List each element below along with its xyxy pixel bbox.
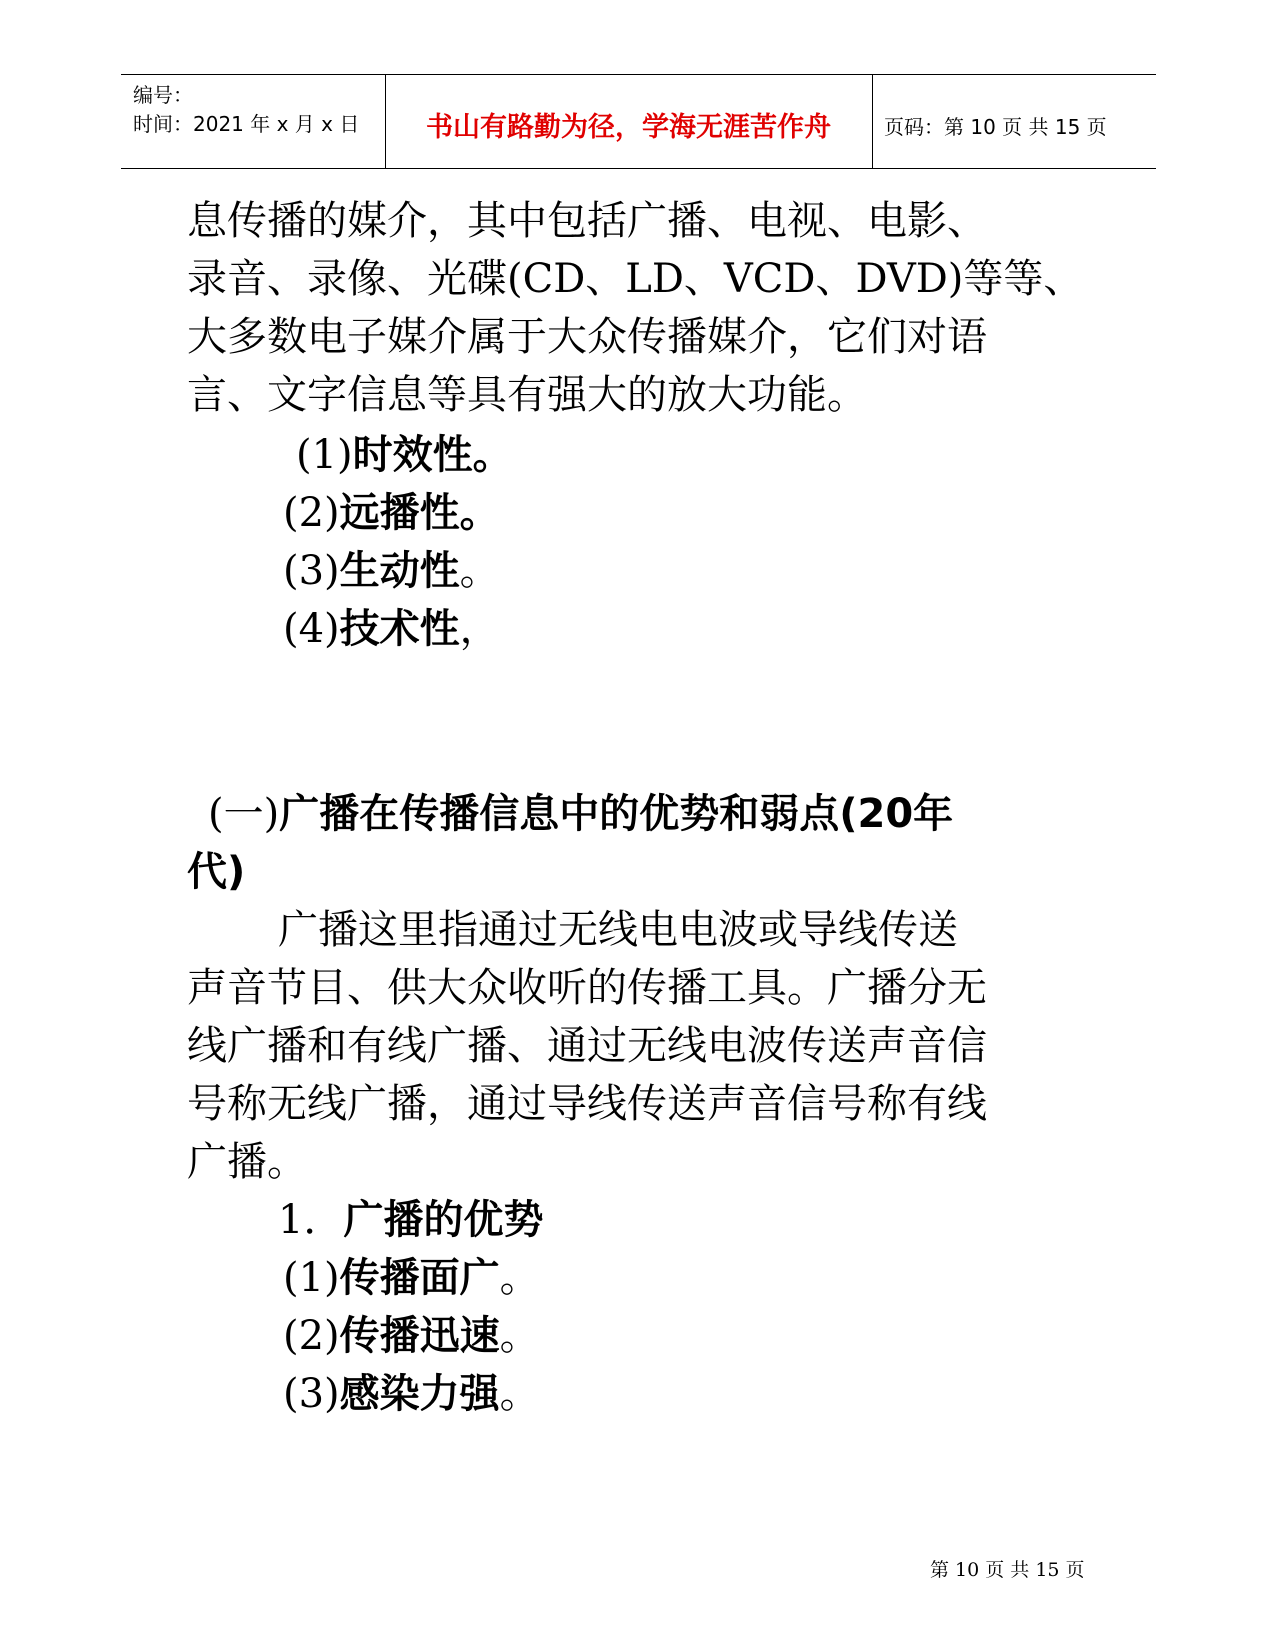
list-text: 远播性。 (339, 490, 500, 536)
paragraph-line: 大多数电子媒介属于大众传播媒介，它们对语 (187, 314, 987, 360)
paragraph-line: 线广播和有线广播、通过无线电波传送声音信 (187, 1023, 987, 1069)
paragraph-line: 息传播的媒介，其中包括广播、电视、电影、 (187, 198, 987, 244)
section-title-line1: 广播在传播信息中的优势和弱点(20年 (279, 791, 954, 837)
list-text: 感染力强 (339, 1371, 500, 1417)
header-mid-cell (385, 75, 873, 168)
section-heading (208, 790, 953, 838)
list-item (283, 1370, 540, 1418)
list-item (283, 1254, 540, 1302)
list-text: 技术性 (339, 606, 460, 652)
list-tail: 。 (499, 1313, 540, 1359)
subheading-number: 1． (278, 1197, 344, 1243)
page-header (121, 74, 1156, 169)
list-tail: 。 (499, 1371, 540, 1417)
list-number: (3) (283, 1371, 340, 1417)
header-page-info: 页码：第 10 页 共 15 页 (884, 115, 1107, 139)
list-item (283, 605, 500, 653)
list-tail: 。 (459, 548, 500, 594)
section-title-line2: 代) (187, 849, 246, 895)
list-text: 生动性 (339, 548, 460, 594)
header-motto: 书山有路勤为径，学海无涯苦作舟 (426, 112, 831, 143)
paragraph-line: 号称无线广播，通过导线传送声音信号称有线 (187, 1081, 987, 1127)
list-number: (2) (283, 1313, 340, 1359)
list-text: 传播面广 (339, 1255, 500, 1301)
page-footer: 第 10 页 共 15 页 (930, 1559, 1085, 1581)
list-number: (4) (283, 606, 340, 652)
subheading-text: 广播的优势 (343, 1197, 544, 1243)
serial-label: 编号： (133, 83, 193, 107)
header-left-cell (121, 75, 386, 168)
list-item (283, 1312, 540, 1360)
list-item (296, 431, 513, 479)
time-label: 时间：2021 年 x 月 x 日 (133, 112, 360, 136)
list-tail: ， (459, 606, 500, 652)
paragraph-line: 言、文字信息等具有强大的放大功能。 (187, 372, 867, 418)
list-tail: 。 (499, 1255, 540, 1301)
subheading (278, 1196, 543, 1244)
paragraph-line: 广播。 (187, 1139, 307, 1185)
list-text: 时效性。 (352, 432, 513, 478)
list-item (283, 489, 500, 537)
list-number: (2) (283, 490, 340, 536)
list-number: (3) (283, 548, 340, 594)
paragraph-line: 录音、录像、光碟(CD、LD、VCD、DVD)等等、 (187, 256, 1084, 302)
header-right-cell (872, 75, 1156, 168)
paragraph-line: 声音节目、供大众收听的传播工具。广播分无 (187, 965, 987, 1011)
list-item (283, 547, 500, 595)
list-number: (1) (283, 1255, 340, 1301)
section-number: (一) (208, 791, 280, 837)
list-number: (1) (296, 432, 353, 478)
list-text: 传播迅速 (339, 1313, 500, 1359)
paragraph-line: 广播这里指通过无线电电波或导线传送 (278, 907, 958, 953)
